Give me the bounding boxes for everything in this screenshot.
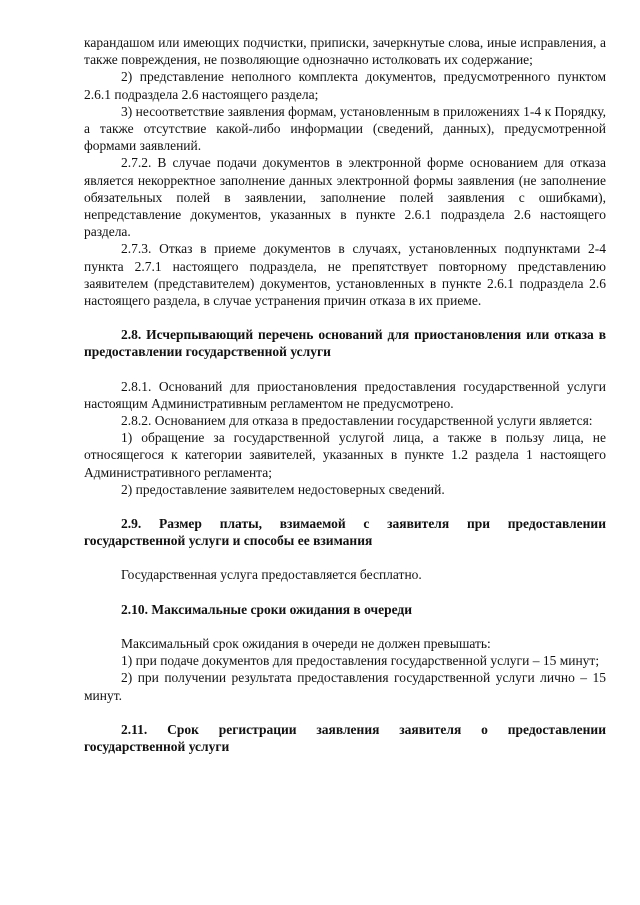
spacer — [84, 498, 606, 515]
spacer — [84, 309, 606, 326]
paragraph-continuation: карандашом или имеющих подчистки, приписки, зачеркнутые слова, иные исправления, а также повреждения, не позволяющие однозначно истолковать их содержание; — [84, 35, 606, 68]
paragraph-2-10-item-1: 1) при подаче документов для предоставления государственной услуги – 15 минут; — [121, 653, 600, 669]
spacer — [84, 704, 606, 721]
paragraph-2-7-3: 2.7.3. Отказ в приеме документов в случаях, установленных подпунктами 2-4 пункта 2.7.1 настоящего подраздела, не препятствует повторному представлению заявителем (представителем) документов, установленных в пункте 2.6.1 подраздела 2.6 настоящего раздела, в случае устранения причин отказа в их приеме. — [84, 241, 606, 309]
section-heading-2-10: 2.10. Максимальные сроки ожидания в очереди — [121, 601, 413, 617]
paragraph-item-2: 2) представление неполного комплекта документов, предусмотренного пунктом 2.6.1 подраздела 2.6 настоящего раздела; — [84, 69, 606, 102]
spacer — [84, 549, 606, 566]
spacer — [84, 618, 606, 635]
section-heading-2-9: 2.9. Размер платы, взимаемой с заявителя при предоставлении государственной услуги и способы ее взимания — [84, 516, 606, 549]
paragraph-item-3: 3) несоответствие заявления формам, установленным в приложениях 1-4 к Порядку, а также отсутствие какой-либо информации (сведений, данных), предусмотренной формами заявлений. — [84, 103, 606, 154]
paragraph-2-8-2: 2.8.2. Основанием для отказа в предоставлении государственной услуги является: — [121, 413, 593, 429]
paragraph-2-9-text: Государственная услуга предоставляется бесплатно. — [121, 567, 422, 583]
section-heading-2-8: 2.8. Исчерпывающий перечень оснований для приостановления или отказа в предоставлении государственной услуги — [84, 327, 606, 360]
paragraph-2-8-2-item-1: 1) обращение за государственной услугой лица, а также в пользу лица, не относящегося к категории заявителей, указанных в пункте 1.2 раздела 1 настоящего Административного регламента; — [84, 430, 606, 480]
paragraph-2-7-2: 2.7.2. В случае подачи документов в электронной форме основанием для отказа является некорректное заполнение данных электронной формы заявления (не заполнение обязательных полей в заявлении, заполнение полей заявления с ошибками), непредставление документов, указанных в пункте 2.6.1 подраздела 2.6 настоящего раздела. — [84, 155, 606, 240]
section-heading-2-11: 2.11. Срок регистрации заявления заявителя о предоставлении государственной услуги — [84, 721, 606, 754]
paragraph-2-10-item-2: 2) при получении результата предоставления государственной услуги лично – 15 минут. — [84, 670, 606, 703]
spacer — [84, 584, 606, 601]
paragraph-2-8-2-item-2: 2) предоставление заявителем недостоверных сведений. — [121, 481, 445, 497]
paragraph-2-8-1: 2.8.1. Оснований для приостановления предоставления государственной услуги настоящим Административным регламентом не предусмотрено. — [84, 378, 606, 411]
paragraph-2-10-text: Максимальный срок ожидания в очереди не должен превышать: — [121, 635, 491, 651]
spacer — [84, 361, 606, 378]
